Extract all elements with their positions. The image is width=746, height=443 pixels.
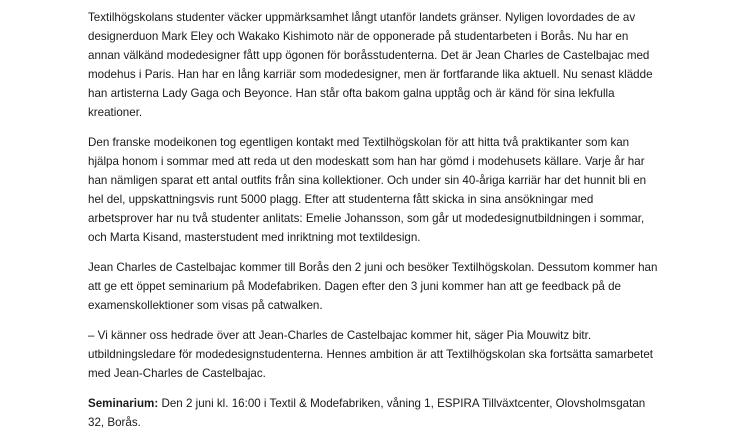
paragraph-background [88, 133, 738, 247]
text-line: med Jean-Charles de Castelbajac. [88, 367, 266, 380]
paragraph-intro [88, 8, 738, 122]
seminar-details: Den 2 juni kl. 16:00 i Textil & Modefabriken, våning 1, ESPIRA Tillväxtcenter, Olovsholmsgatan [158, 397, 646, 410]
text-line: arbetsprover har nu två studenter anlitats: Emelie Johansson, som går ut modedesignutbildningen i sommar, [88, 212, 645, 225]
text-line: Textilhögskolans studenter väcker uppmärksamhet långt utanför landets gränser. Nyligen lovordades de av [88, 11, 636, 24]
text-line: examenskollektioner som visas på catwalken. [88, 299, 323, 312]
text-line: Jean Charles de Castelbajac kommer till Borås den 2 juni och besöker Textilhögskolan. Dessutom kommer han [88, 261, 658, 274]
text-line: utbildningsledare för modedesignstudenterna. Hennes ambition är att Textilhögskolan ska fortsätta samarbetet [88, 348, 653, 361]
paragraph-seminar [88, 394, 738, 432]
text-line: han nämligen sparat ett antal outfits från sina kollektioner. Och under sin 40-åriga karriär har det hunnit bli en [88, 174, 647, 187]
text-line: hjälpa honom i sommar med att reda ut den modeskatt som han har gömd i modehusets källare. Varje år har [88, 155, 645, 168]
text-line: modehus i Paris. Han har en lång karriär som modedesigner, men är fortfarande lika aktuell. Nu senast klädde [88, 68, 653, 81]
text-line: kreationer. [88, 106, 143, 119]
document-body [88, 8, 738, 443]
seminar-label: Seminarium: [88, 397, 159, 410]
text-line: att ge ett öppet seminarium på Modefabriken. Dagen efter den 3 juni kommer han att ge feedback på de [88, 280, 621, 293]
paragraph-visit [88, 258, 738, 315]
text-line: Den franske modeikonen tog egentligen kontakt med Textilhögskolan för att hitta två praktikanter som kan [88, 136, 630, 149]
text-line: annan välkänd modedesigner fått upp ögonen för boråsstudenterna. Det är Jean Charles de Castelbajac med [88, 49, 650, 62]
text-line: designerduon Mark Eley och Wakako Kishimoto när de opponerade på studentarbeten i Borås. Nu har en [88, 30, 629, 43]
text-line: han artisterna Lady Gaga och Beyonce. Han står ofta bakom galna upptåg och är känd för sina lekfulla [88, 87, 615, 100]
seminar-line [88, 394, 738, 413]
paragraph-quote [88, 326, 738, 383]
seminar-address: 32, Borås. [88, 416, 141, 429]
text-line: – Vi känner oss hedrade över att Jean-Charles de Castelbajac kommer hit, säger Pia Mouwitz bitr. [88, 329, 592, 342]
text-line: och Marta Kisand, masterstudent med inriktning mot textildesign. [88, 231, 421, 244]
text-line: hel del, uppskattningsvis runt 5000 plagg. Efter att studenterna fått skicka in sina ansökningar med [88, 193, 594, 206]
